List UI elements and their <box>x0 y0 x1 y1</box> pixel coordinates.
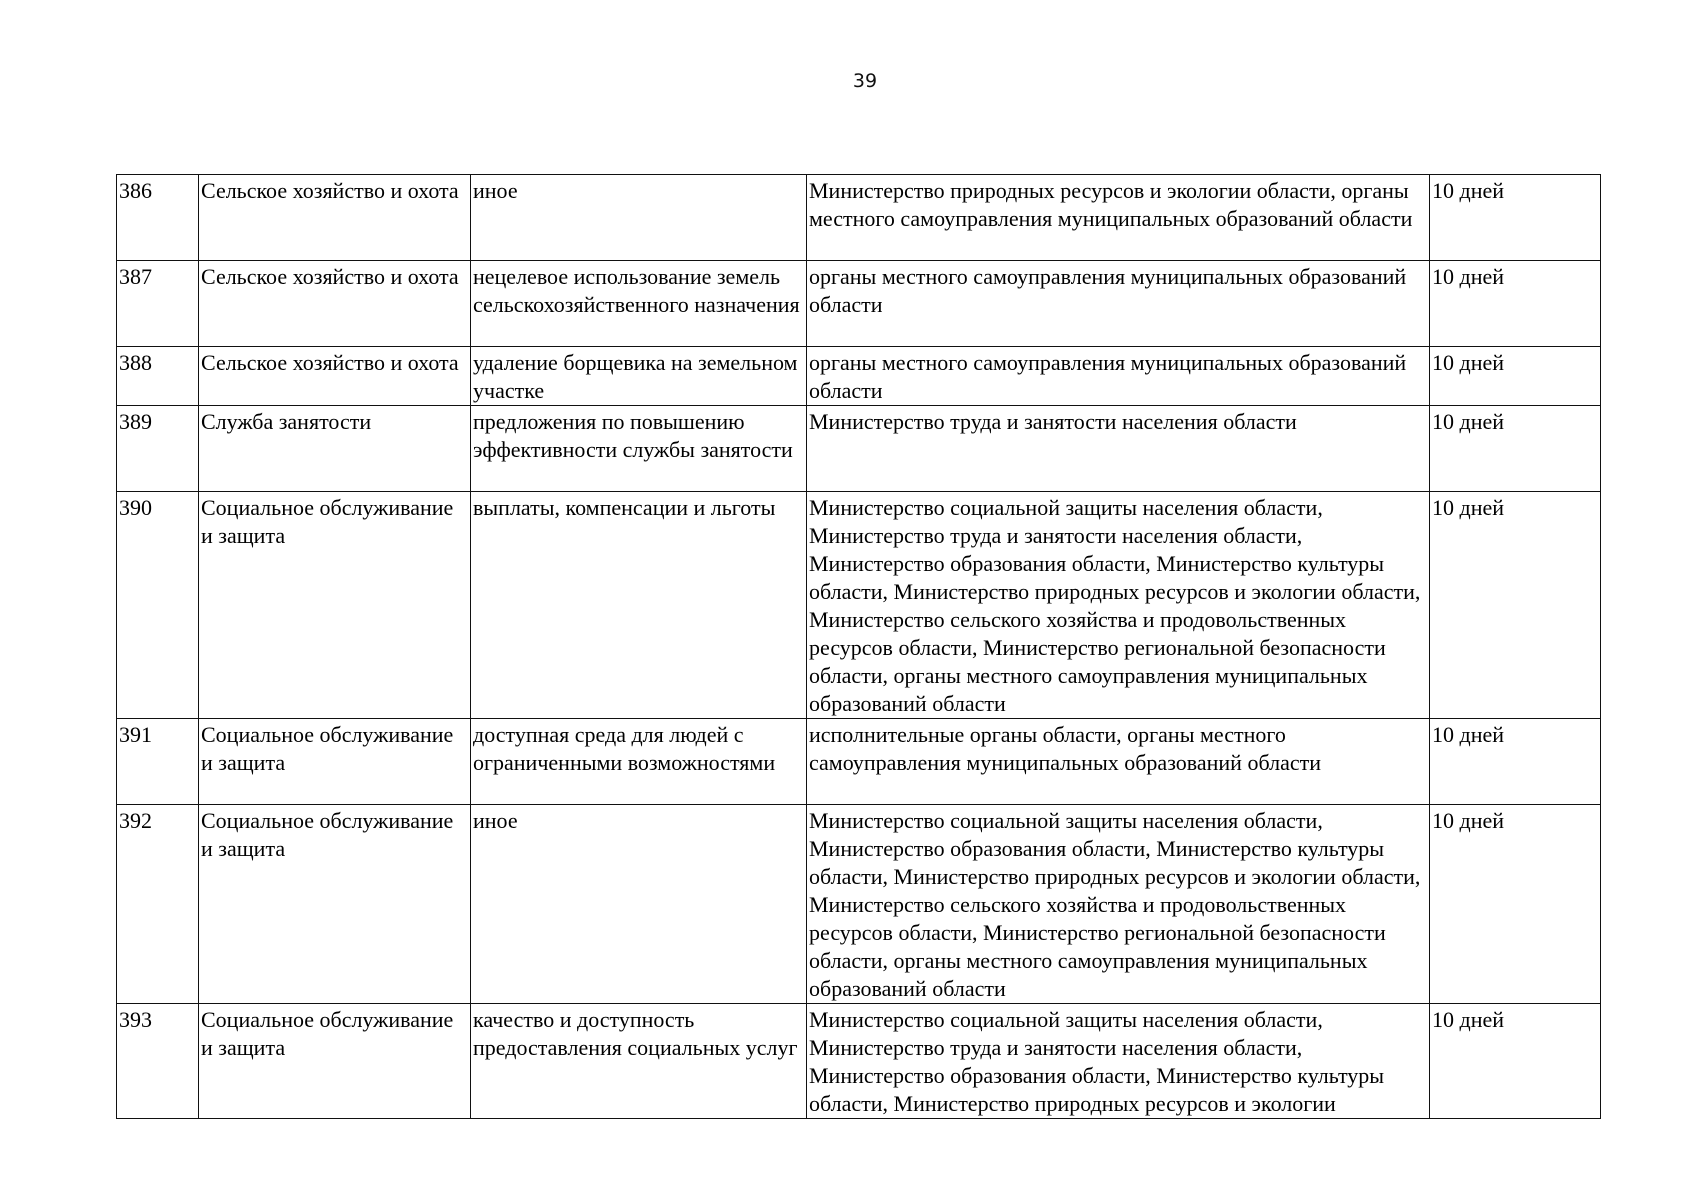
row-number: 387 <box>117 261 199 347</box>
category-cell: Сельское хозяйство и охота <box>199 261 471 347</box>
table-row <box>117 406 1601 492</box>
category-cell: Социальное обслуживание и защита <box>199 492 471 719</box>
topic-cell: удаление борщевика на земельном участке <box>471 347 807 406</box>
table-row <box>117 805 1601 1004</box>
category-cell: Сельское хозяйство и охота <box>199 175 471 261</box>
table-row <box>117 261 1601 347</box>
row-number: 390 <box>117 492 199 719</box>
authority-cell: Министерство труда и занятости населения области <box>807 406 1430 492</box>
topic-cell: выплаты, компенсации и льготы <box>471 492 807 719</box>
row-number: 391 <box>117 719 199 805</box>
topic-cell: иное <box>471 175 807 261</box>
authority-cell: Министерство природных ресурсов и экологии области, органы местного самоуправления муниципальных образований области <box>807 175 1430 261</box>
row-number: 388 <box>117 347 199 406</box>
term-cell: 10 дней <box>1430 719 1601 805</box>
table-row <box>117 175 1601 261</box>
table-row <box>117 347 1601 406</box>
topic-cell: предложения по повышению эффективности службы занятости <box>471 406 807 492</box>
topic-cell: качество и доступность предоставления социальных услуг <box>471 1004 807 1119</box>
authority-cell: Министерство социальной защиты населения области, Министерство образования области, Министерство культуры области, Министерство природных ресурсов и экологии области, Министерство сельского хозяйства и продовольственных ресурсов области, Министерство региональной безопасности области, органы местного самоуправления муниципальных образований области <box>807 805 1430 1004</box>
authority-cell: Министерство социальной защиты населения области, Министерство труда и занятости населения области, Министерство образования области, Министерство культуры области, Министерство природных ресурсов и экологии <box>807 1004 1430 1119</box>
row-number: 392 <box>117 805 199 1004</box>
row-number: 386 <box>117 175 199 261</box>
term-cell: 10 дней <box>1430 406 1601 492</box>
row-number: 393 <box>117 1004 199 1119</box>
topic-cell: нецелевое использование земель сельскохозяйственного назначения <box>471 261 807 347</box>
term-cell: 10 дней <box>1430 261 1601 347</box>
category-cell: Сельское хозяйство и охота <box>199 347 471 406</box>
table-row <box>117 1004 1601 1119</box>
authority-cell: органы местного самоуправления муниципальных образований области <box>807 261 1430 347</box>
topic-cell: доступная среда для людей с ограниченными возможностями <box>471 719 807 805</box>
category-cell: Социальное обслуживание и защита <box>199 805 471 1004</box>
term-cell: 10 дней <box>1430 347 1601 406</box>
appeals-table <box>116 174 1601 1119</box>
authority-cell: органы местного самоуправления муниципальных образований области <box>807 347 1430 406</box>
authority-cell: исполнительные органы области, органы местного самоуправления муниципальных образований области <box>807 719 1430 805</box>
term-cell: 10 дней <box>1430 175 1601 261</box>
term-cell: 10 дней <box>1430 492 1601 719</box>
topic-cell: иное <box>471 805 807 1004</box>
authority-cell: Министерство социальной защиты населения области, Министерство труда и занятости населения области, Министерство образования области, Министерство культуры области, Министерство природных ресурсов и экологии области, Министерство сельского хозяйства и продовольственных ресурсов области, Министерство региональной безопасности области, органы местного самоуправления муниципальных образований области <box>807 492 1430 719</box>
term-cell: 10 дней <box>1430 1004 1601 1119</box>
category-cell: Служба занятости <box>199 406 471 492</box>
row-number: 389 <box>117 406 199 492</box>
table-row <box>117 719 1601 805</box>
term-cell: 10 дней <box>1430 805 1601 1004</box>
category-cell: Социальное обслуживание и защита <box>199 1004 471 1119</box>
category-cell: Социальное обслуживание и защита <box>199 719 471 805</box>
table-row <box>117 492 1601 719</box>
page-number: 39 <box>852 70 878 92</box>
